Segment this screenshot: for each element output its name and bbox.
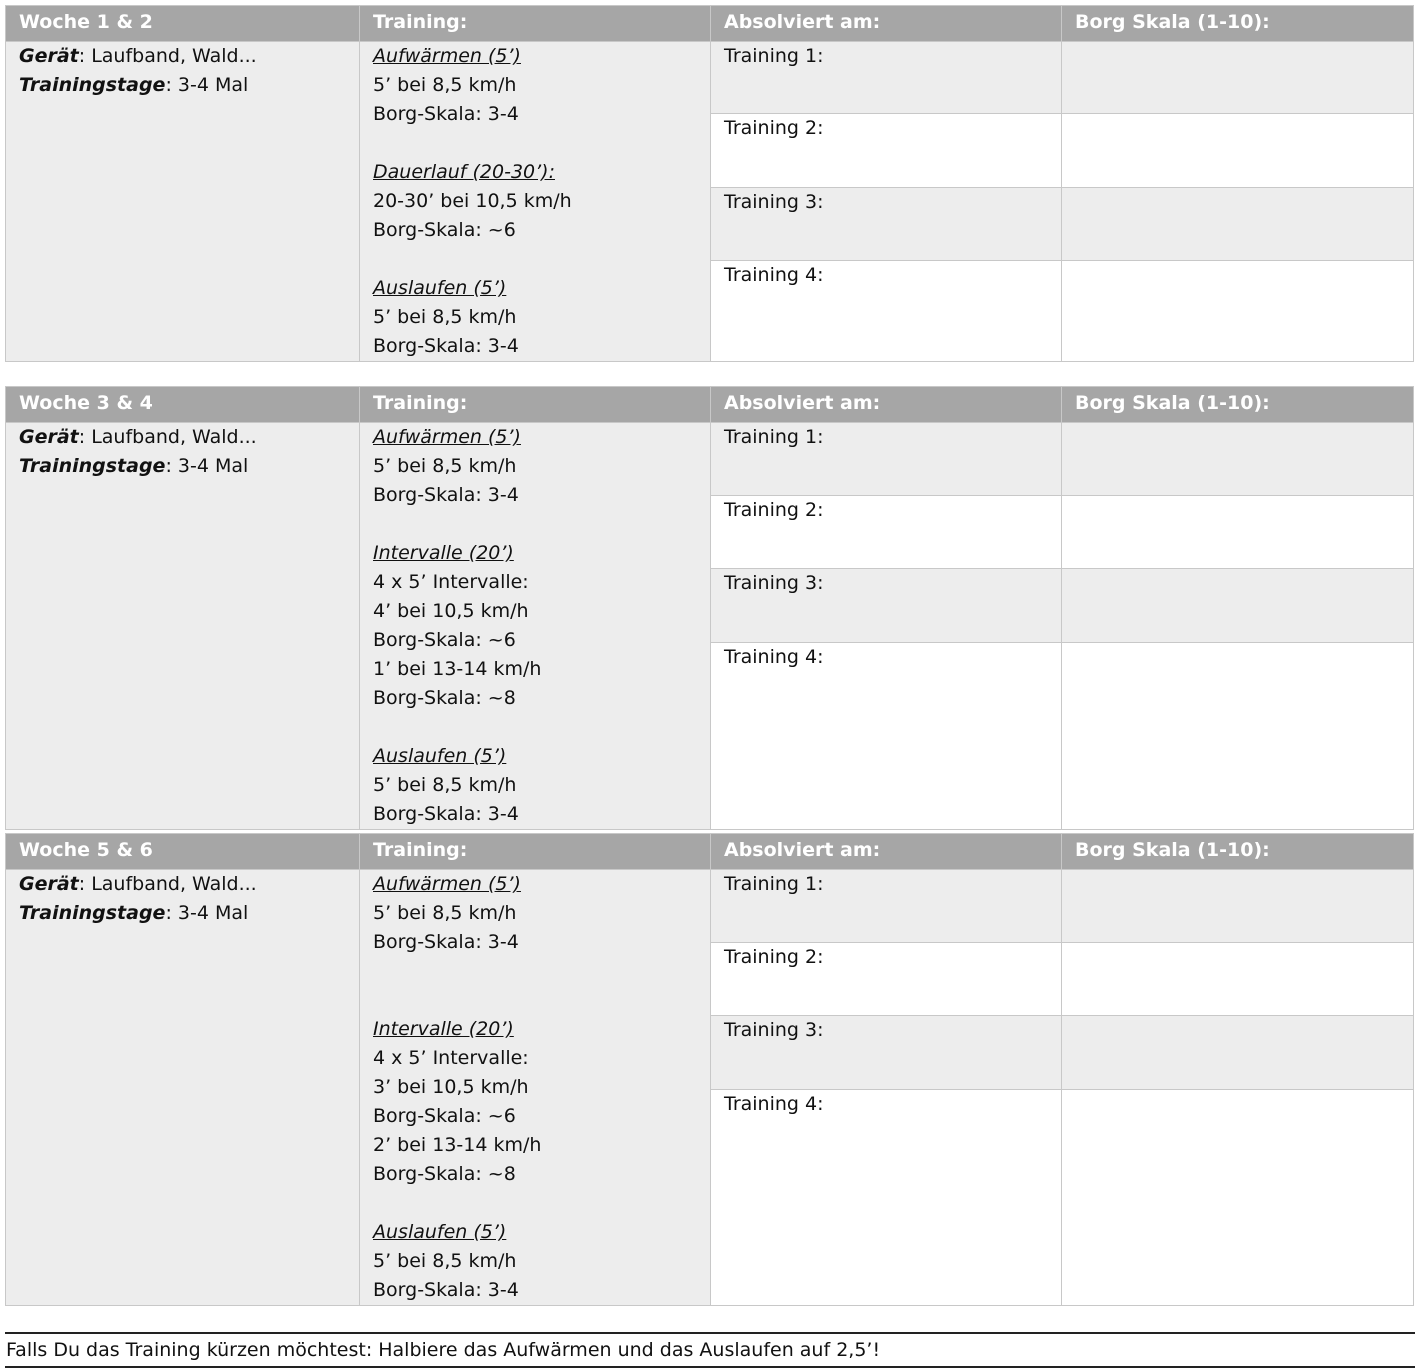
footer-note: Falls Du das Training kürzen möchtest: Halbiere das Aufwärmen und das Auslaufen auf 2,5’! xyxy=(6,1339,881,1361)
phase-detail: 4 x 5’ Intervalle: xyxy=(373,571,529,593)
training-line xyxy=(373,928,710,957)
borg-header: Borg Skala (1-10): xyxy=(1062,387,1414,423)
borg-value-cell[interactable] xyxy=(1062,187,1414,260)
phase-detail: Borg-Skala: 3-4 xyxy=(373,484,519,506)
phase-detail: 2’ bei 13-14 km/h xyxy=(373,1134,542,1156)
session-date-cell[interactable]: Training 2: xyxy=(711,114,1062,187)
training-line xyxy=(373,1073,710,1102)
training-line xyxy=(373,274,710,303)
spacer xyxy=(373,510,710,539)
days-label: Trainingstage xyxy=(19,455,166,477)
borg-value-cell[interactable] xyxy=(1062,114,1414,187)
plan-info xyxy=(6,870,360,1306)
training-line xyxy=(373,1131,710,1160)
phase-detail: Borg-Skala: ~8 xyxy=(373,687,516,709)
training-line xyxy=(373,216,710,245)
training-header: Training: xyxy=(360,387,711,423)
borg-value-cell[interactable] xyxy=(1062,1016,1414,1090)
footer-rule-bottom xyxy=(5,1366,1415,1368)
phase-detail: 4’ bei 10,5 km/h xyxy=(373,600,529,622)
device-label: Gerät xyxy=(19,426,79,448)
training-line xyxy=(373,626,710,655)
phase-detail: Borg-Skala: 3-4 xyxy=(373,803,519,825)
spacer xyxy=(373,129,710,158)
training-line xyxy=(373,870,710,899)
training-description xyxy=(360,870,711,1306)
borg-value-cell[interactable] xyxy=(1062,942,1414,1016)
training-line xyxy=(373,1276,710,1305)
days-label: Trainingstage xyxy=(19,74,166,96)
borg-value-cell[interactable] xyxy=(1062,1090,1414,1306)
phase-heading: Dauerlauf (20-30’): xyxy=(373,161,555,183)
borg-value-cell[interactable] xyxy=(1062,423,1414,496)
phase-detail: 5’ bei 8,5 km/h xyxy=(373,774,517,796)
plan-info xyxy=(6,423,360,830)
spacer xyxy=(373,245,710,274)
training-line xyxy=(373,655,710,684)
training-line xyxy=(373,1044,710,1073)
borg-value-cell[interactable] xyxy=(1062,495,1414,569)
training-line xyxy=(373,1160,710,1189)
phase-detail: Borg-Skala: ~8 xyxy=(373,1163,516,1185)
spacer xyxy=(373,1189,710,1218)
phase-detail: Borg-Skala: 3-4 xyxy=(373,335,519,357)
training-line xyxy=(373,423,710,452)
session-date-cell[interactable]: Training 4: xyxy=(711,261,1062,362)
training-line xyxy=(373,597,710,626)
training-line xyxy=(373,742,710,771)
footer-rule-top xyxy=(5,1332,1415,1334)
session-date-cell[interactable]: Training 1: xyxy=(711,423,1062,496)
phase-detail: 5’ bei 8,5 km/h xyxy=(373,306,517,328)
phase-heading: Intervalle (20’) xyxy=(373,542,514,564)
phase-detail: Borg-Skala: ~6 xyxy=(373,1105,516,1127)
training-line xyxy=(373,303,710,332)
spacer xyxy=(373,986,710,1015)
session-date-cell[interactable]: Training 3: xyxy=(711,569,1062,643)
week-5-6-table xyxy=(5,833,1414,1306)
week-label: Woche 3 & 4 xyxy=(6,387,360,423)
device-value: : Laufband, Wald... xyxy=(78,873,257,895)
session-date-cell[interactable]: Training 1: xyxy=(711,42,1062,114)
training-line xyxy=(373,1218,710,1247)
session-date-cell[interactable]: Training 2: xyxy=(711,942,1062,1016)
training-line xyxy=(373,452,710,481)
training-line xyxy=(373,71,710,100)
session-date-cell[interactable]: Training 2: xyxy=(711,495,1062,569)
phase-detail: 4 x 5’ Intervalle: xyxy=(373,1047,529,1069)
training-line xyxy=(373,771,710,800)
training-line xyxy=(373,481,710,510)
week-3-4-table xyxy=(5,386,1414,830)
days-label: Trainingstage xyxy=(19,902,166,924)
phase-detail: 5’ bei 8,5 km/h xyxy=(373,74,517,96)
training-line xyxy=(373,42,710,71)
phase-heading: Aufwärmen (5’) xyxy=(373,873,521,895)
borg-value-cell[interactable] xyxy=(1062,261,1414,362)
phase-detail: Borg-Skala: 3-4 xyxy=(373,1279,519,1301)
borg-header: Borg Skala (1-10): xyxy=(1062,6,1414,42)
training-line xyxy=(373,800,710,829)
days-value: : 3-4 Mal xyxy=(165,74,249,96)
device-value: : Laufband, Wald... xyxy=(78,45,257,67)
phase-detail: 1’ bei 13-14 km/h xyxy=(373,658,542,680)
phase-heading: Aufwärmen (5’) xyxy=(373,45,521,67)
training-header: Training: xyxy=(360,6,711,42)
completed-header: Absolviert am: xyxy=(711,387,1062,423)
completed-header: Absolviert am: xyxy=(711,6,1062,42)
session-date-cell[interactable]: Training 3: xyxy=(711,1016,1062,1090)
session-date-cell[interactable]: Training 3: xyxy=(711,187,1062,260)
week-label: Woche 1 & 2 xyxy=(6,6,360,42)
borg-value-cell[interactable] xyxy=(1062,643,1414,830)
table-header-row xyxy=(6,387,1414,423)
phase-detail: 5’ bei 8,5 km/h xyxy=(373,455,517,477)
phase-heading: Auslaufen (5’) xyxy=(373,277,507,299)
training-line xyxy=(373,1247,710,1276)
phase-detail: 5’ bei 8,5 km/h xyxy=(373,1250,517,1272)
training-line xyxy=(373,539,710,568)
phase-detail: 20-30’ bei 10,5 km/h xyxy=(373,190,572,212)
training-header: Training: xyxy=(360,834,711,870)
phase-heading: Aufwärmen (5’) xyxy=(373,426,521,448)
completed-header: Absolviert am: xyxy=(711,834,1062,870)
week-label: Woche 5 & 6 xyxy=(6,834,360,870)
training-line xyxy=(373,1015,710,1044)
table-header-row xyxy=(6,834,1414,870)
training-line xyxy=(373,187,710,216)
session-date-cell[interactable]: Training 1: xyxy=(711,870,1062,943)
device-value: : Laufband, Wald... xyxy=(78,426,257,448)
device-label: Gerät xyxy=(19,45,79,67)
training-line xyxy=(373,332,710,361)
training-line xyxy=(373,158,710,187)
training-line xyxy=(373,684,710,713)
device-label: Gerät xyxy=(19,873,79,895)
training-line xyxy=(373,899,710,928)
training-line xyxy=(373,568,710,597)
week-1-2-table xyxy=(5,5,1414,362)
phase-heading: Auslaufen (5’) xyxy=(373,1221,507,1243)
phase-heading: Auslaufen (5’) xyxy=(373,745,507,767)
borg-value-cell[interactable] xyxy=(1062,569,1414,643)
training-line xyxy=(373,100,710,129)
borg-value-cell[interactable] xyxy=(1062,42,1414,114)
phase-heading: Intervalle (20’) xyxy=(373,1018,514,1040)
table-header-row xyxy=(6,6,1414,42)
borg-header: Borg Skala (1-10): xyxy=(1062,834,1414,870)
plan-info xyxy=(6,42,360,362)
session-date-cell[interactable]: Training 4: xyxy=(711,643,1062,830)
days-value: : 3-4 Mal xyxy=(165,455,249,477)
phase-detail: 3’ bei 10,5 km/h xyxy=(373,1076,529,1098)
session-date-cell[interactable]: Training 4: xyxy=(711,1090,1062,1306)
training-line xyxy=(373,1102,710,1131)
phase-detail: 5’ bei 8,5 km/h xyxy=(373,902,517,924)
phase-detail: Borg-Skala: 3-4 xyxy=(373,931,519,953)
phase-detail: Borg-Skala: ~6 xyxy=(373,219,516,241)
phase-detail: Borg-Skala: 3-4 xyxy=(373,103,519,125)
spacer xyxy=(373,957,710,986)
training-description xyxy=(360,423,711,830)
phase-detail: Borg-Skala: ~6 xyxy=(373,629,516,651)
training-description xyxy=(360,42,711,362)
days-value: : 3-4 Mal xyxy=(165,902,249,924)
spacer xyxy=(373,713,710,742)
borg-value-cell[interactable] xyxy=(1062,870,1414,943)
